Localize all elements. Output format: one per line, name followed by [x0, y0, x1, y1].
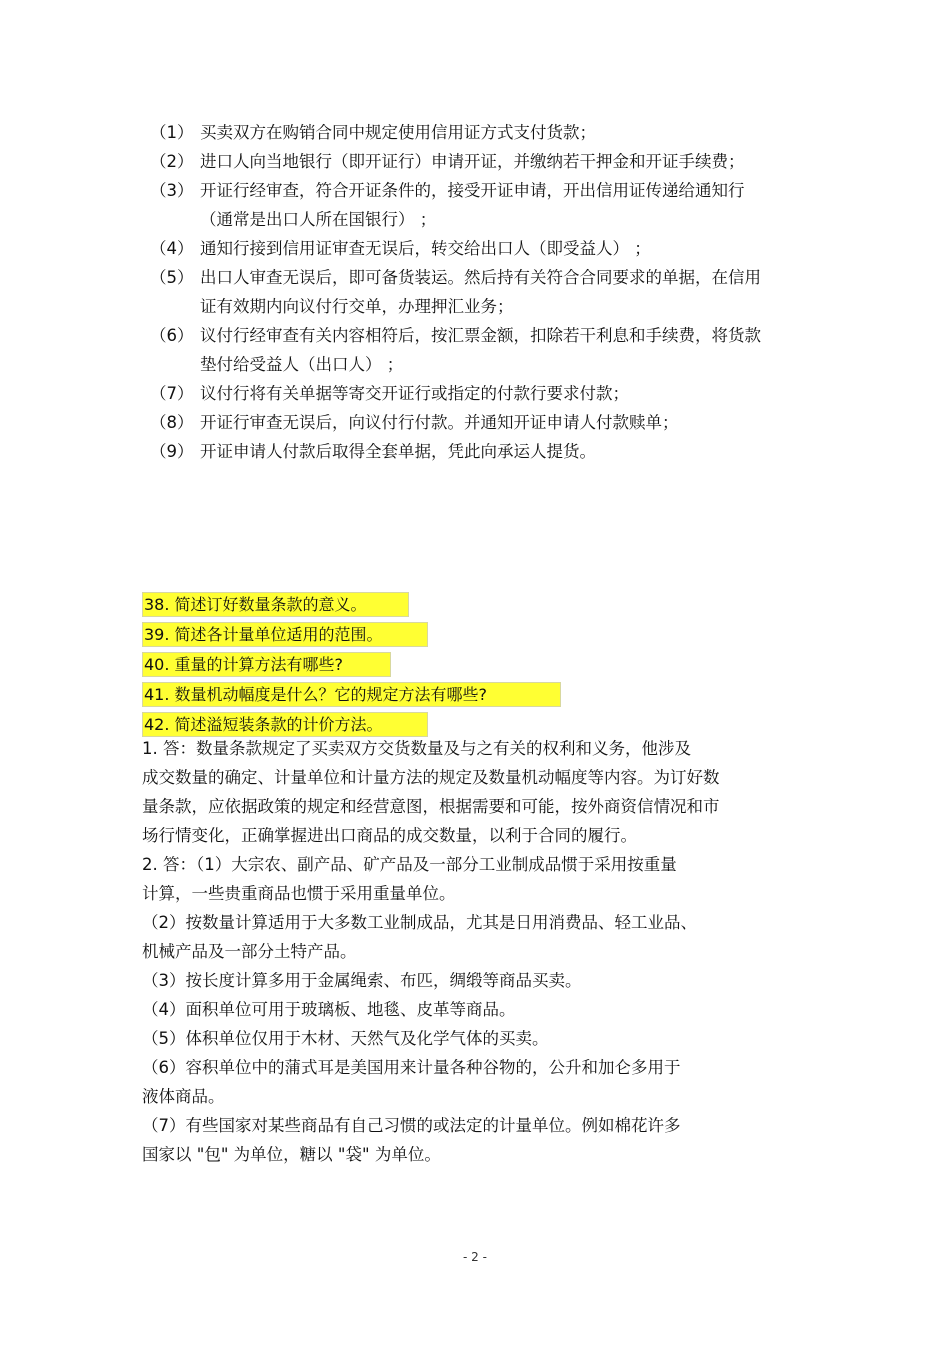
- step-item: [150, 321, 770, 379]
- step-number: （3）: [150, 181, 194, 200]
- step-item: [150, 147, 770, 176]
- answer-line: 计算，一些贵重商品也惯于采用重量单位。: [142, 884, 456, 903]
- step-number: （9）: [150, 442, 194, 461]
- step-item: [150, 263, 770, 321]
- answer-line: 1. 答：数量条款规定了买卖双方交货数量及与之有关的权利和义务，他涉及: [142, 739, 691, 758]
- step-text: 议付行经审查有关内容相符后，按汇票金额，扣除若干利息和手续费，将货款垫付给受益人（出口人） ；: [200, 326, 761, 374]
- step-text: 开证申请人付款后取得全套单据，凭此向承运人提货。: [200, 442, 596, 461]
- answer-line: 场行情变化，正确掌握进出口商品的成交数量，以利于合同的履行。: [142, 826, 637, 845]
- answer-line: 2. 答：（1）大宗农、副产品、矿产品及一部分工业制成品惯于采用按重量: [142, 855, 677, 874]
- step-item: [150, 379, 770, 408]
- answer-line: （2）按数量计算适用于大多数工业制成品，尤其是日用消费品、轻工业品、: [142, 913, 697, 932]
- step-item: [150, 176, 770, 234]
- step-number: （4）: [150, 239, 194, 258]
- step-text: 进口人向当地银行（即开证行）申请开证，并缴纳若干押金和开证手续费；: [200, 152, 745, 171]
- answer-line: （6）容积单位中的蒲式耳是美国用来计量各种谷物的，公升和加仑多用于: [142, 1058, 681, 1077]
- step-text: 议付行将有关单据等寄交开证行或指定的付款行要求付款；: [200, 384, 629, 403]
- lc-process-steps: [150, 118, 770, 466]
- answer-line: （5）体积单位仅用于木材、天然气及化学气体的买卖。: [142, 1029, 549, 1048]
- question-highlight: 41. 数量机动幅度是什么？它的规定方法有哪些?: [142, 682, 561, 707]
- step-number: （2）: [150, 152, 194, 171]
- step-item: [150, 118, 770, 147]
- step-text: 开证行经审查，符合开证条件的，接受开证申请，开出信用证传递给通知行（通常是出口人所在国银行） ；: [200, 181, 745, 229]
- step-text: 出口人审查无误后，即可备货装运。然后持有关符合合同要求的单据，在信用证有效期内向议付行交单，办理押汇业务；: [200, 268, 761, 316]
- step-item: [150, 408, 770, 437]
- answer-line: 机械产品及一部分土特产品。: [142, 942, 357, 961]
- question-highlight: 38. 简述订好数量条款的意义。: [142, 592, 409, 617]
- step-number: （6）: [150, 326, 194, 345]
- page-number: - 2 -: [463, 1250, 487, 1264]
- question-item: [142, 679, 561, 709]
- step-number: （8）: [150, 413, 194, 432]
- question-highlight: 39. 简述各计量单位适用的范围。: [142, 622, 428, 647]
- step-text: 通知行接到信用证审查无误后，转交给出口人（即受益人） ；: [200, 239, 651, 258]
- question-item: [142, 649, 561, 679]
- step-item: [150, 234, 770, 263]
- step-item: [150, 437, 770, 466]
- question-item: [142, 589, 561, 619]
- question-highlight: 40. 重量的计算方法有哪些?: [142, 652, 391, 677]
- step-number: （5）: [150, 268, 194, 287]
- step-text: 开证行审查无误后，向议付行付款。并通知开证申请人付款赎单；: [200, 413, 679, 432]
- question-list: [142, 589, 561, 739]
- answer-line: 成交数量的确定、计量单位和计量方法的规定及数量机动幅度等内容。为订好数: [142, 768, 720, 787]
- question-highlight: 42. 简述溢短装条款的计价方法。: [142, 712, 428, 737]
- answer-line: （4）面积单位可用于玻璃板、地毯、皮革等商品。: [142, 1000, 516, 1019]
- answer-line: 量条款，应依据政策的规定和经营意图，根据需要和可能，按外商资信情况和市: [142, 797, 720, 816]
- answer-section: [142, 734, 757, 1169]
- step-number: （7）: [150, 384, 194, 403]
- answer-line: （3）按长度计算多用于金属绳索、布匹，绸缎等商品买卖。: [142, 971, 582, 990]
- answer-line: 液体商品。: [142, 1087, 225, 1106]
- step-text: 买卖双方在购销合同中规定使用信用证方式支付货款；: [200, 123, 596, 142]
- question-item: [142, 619, 561, 649]
- step-number: （1）: [150, 123, 194, 142]
- answer-line: （7）有些国家对某些商品有自己习惯的或法定的计量单位。例如棉花许多: [142, 1116, 681, 1135]
- answer-line: 国家以 "包" 为单位，糖以 "袋" 为单位。: [142, 1145, 441, 1164]
